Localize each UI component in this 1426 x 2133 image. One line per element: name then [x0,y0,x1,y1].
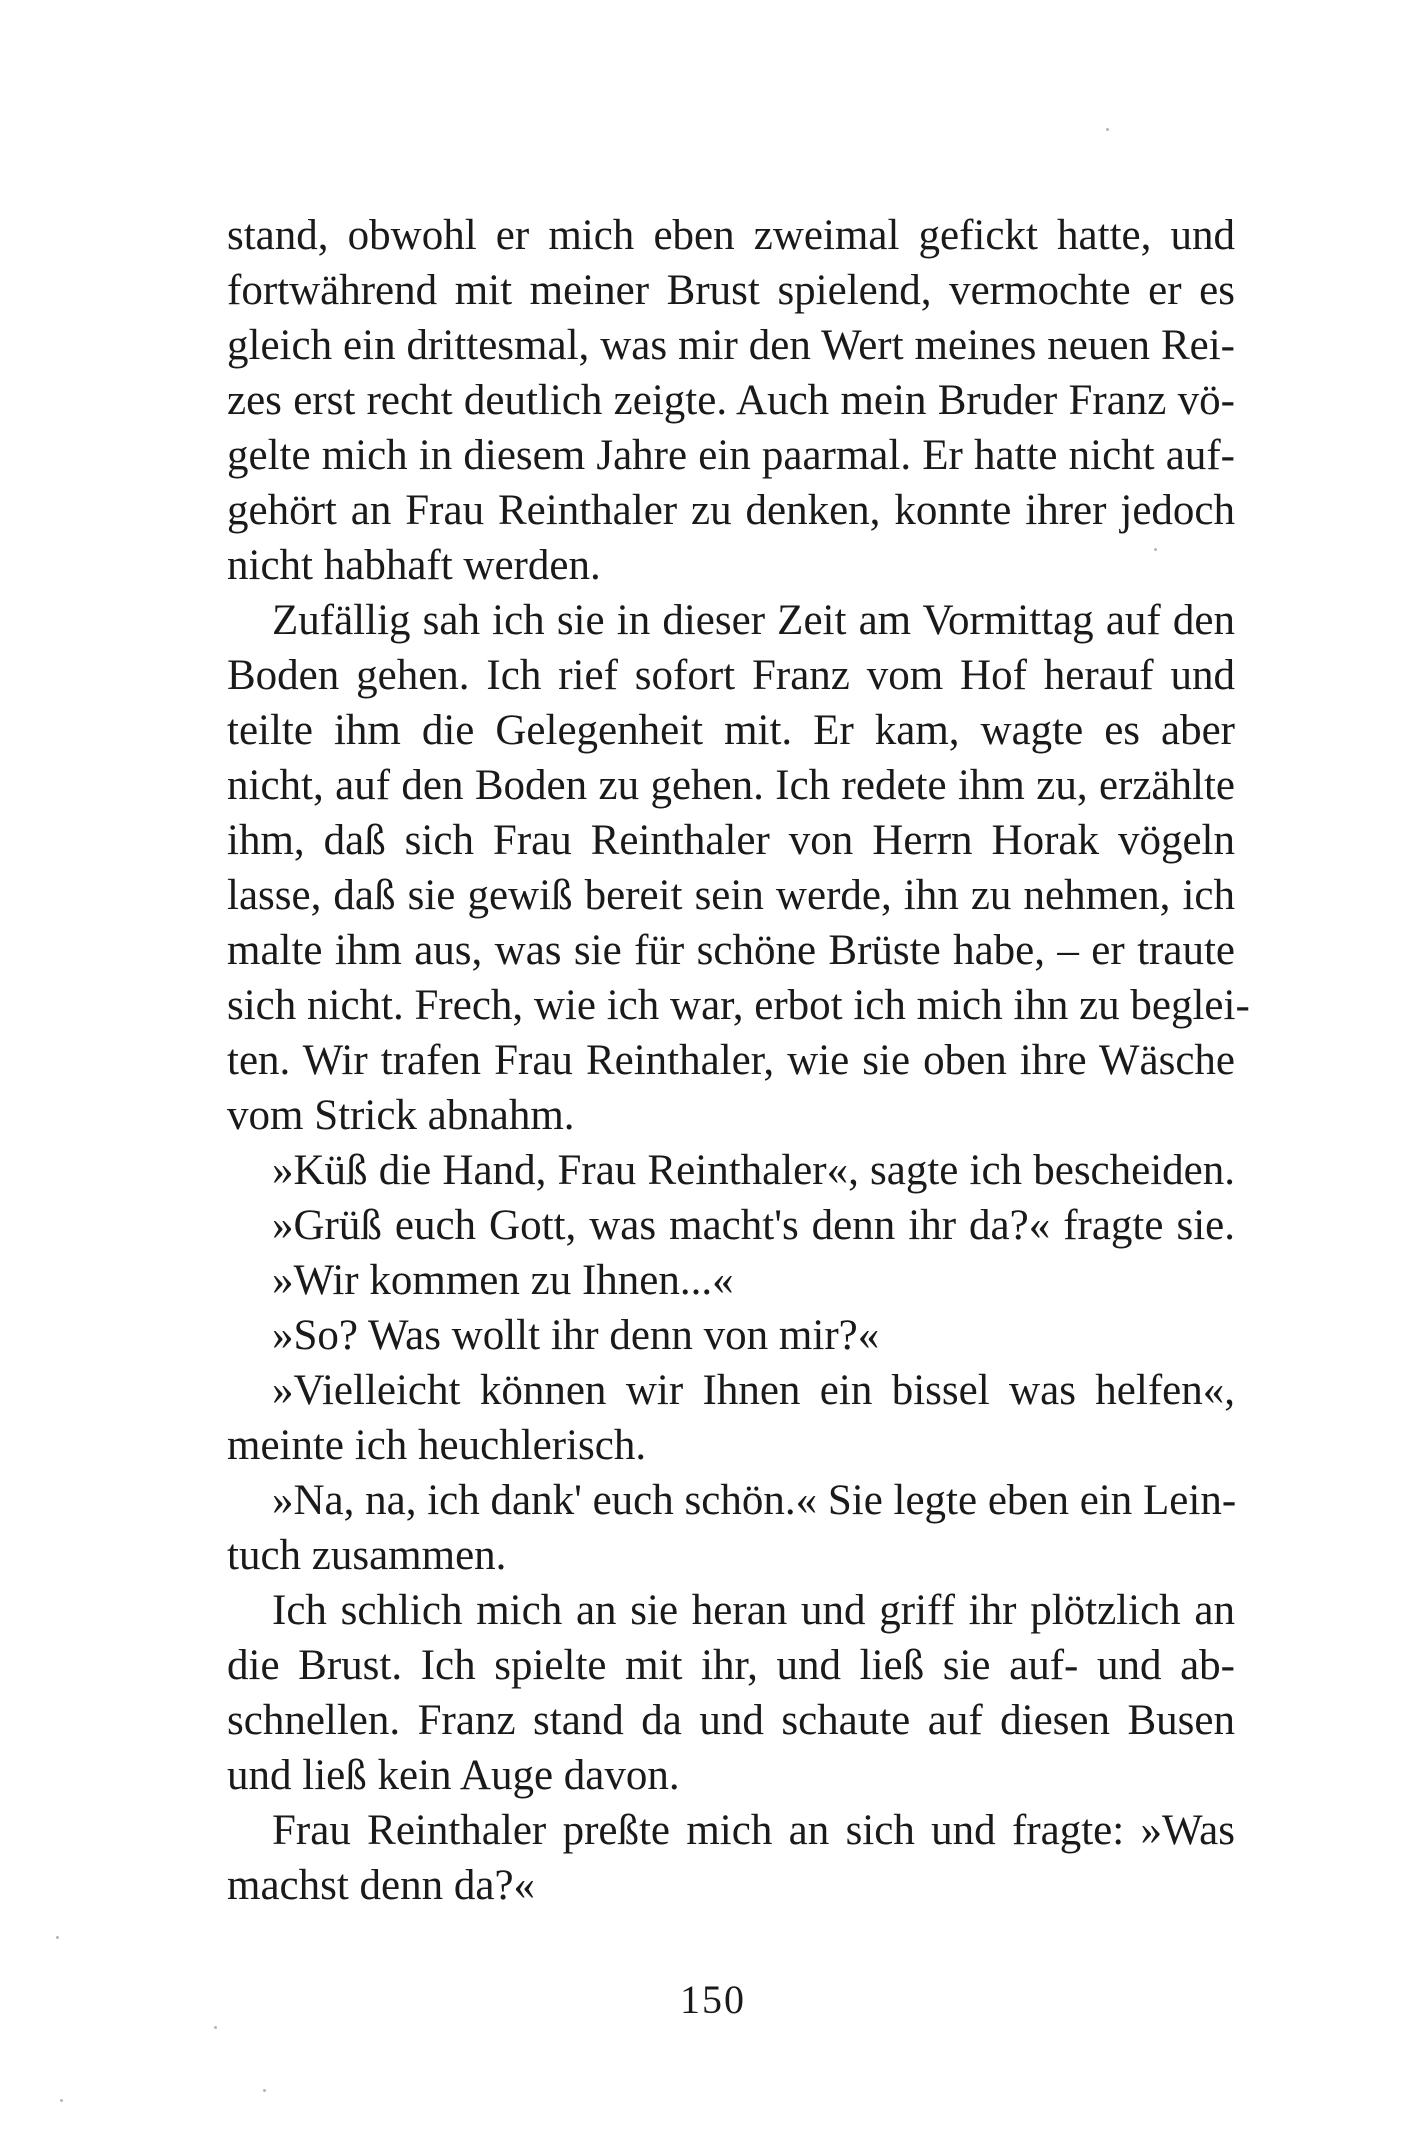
paper-speck [1154,548,1157,551]
text-line: »Küß die Hand, Frau Reinthaler«, sagte ich bescheiden. [272,1147,1235,1194]
text-line: gleich ein drittesmal, was mir den Wert meines neuen Rei- [227,322,1235,369]
paper-speck [1106,128,1109,131]
text-line: stand, obwohl er mich eben zweimal gefickt hatte, und [227,212,1235,259]
text-line: »Grüß euch Gott, was macht's denn ihr da?« fragte sie. [272,1202,1235,1249]
text-line: die Brust. Ich spielte mit ihr, und ließ sie auf- und ab- [227,1642,1235,1689]
paper-speck [60,2099,63,2102]
text-line: tuch zusammen. [227,1532,507,1579]
text-line: nicht habhaft werden. [227,542,601,589]
text-line: »So? Was wollt ihr denn von mir?« [272,1312,880,1359]
text-line: ihm, daß sich Frau Reinthaler von Herrn Horak vögeln [227,817,1235,864]
text-line: Ich schlich mich an sie heran und griff ihr plötzlich an [272,1587,1235,1634]
text-line: sich nicht. Frech, wie ich war, erbot ich mich ihn zu beglei- [227,982,1250,1029]
text-line: machst denn da?« [227,1862,536,1909]
text-line: gelte mich in diesem Jahre ein paarmal. Er hatte nicht auf- [227,432,1235,479]
text-line: und ließ kein Auge davon. [227,1752,680,1799]
text-line: Frau Reinthaler preßte mich an sich und fragte: »Was [272,1807,1235,1854]
text-line: Zufällig sah ich sie in dieser Zeit am Vormittag auf den [272,597,1235,644]
text-line: ten. Wir trafen Frau Reinthaler, wie sie oben ihre Wäsche [227,1037,1235,1084]
paper-speck [214,2026,217,2029]
text-line: nicht, auf den Boden zu gehen. Ich redete ihm zu, erzählte [227,762,1235,809]
body-text [227,208,1250,1913]
text-line: »Na, na, ich dank' euch schön.« Sie legte eben ein Lein- [272,1477,1237,1524]
text-line: »Vielleicht können wir Ihnen ein bissel was helfen«, [272,1367,1235,1414]
text-line: malte ihm aus, was sie für schöne Brüste habe, – er traute [227,927,1235,974]
paper-speck [56,1936,59,1939]
text-line: schnellen. Franz stand da und schaute auf diesen Busen [227,1697,1235,1744]
text-line: gehört an Frau Reinthaler zu denken, konnte ihrer jedoch [227,487,1235,534]
text-line: vom Strick abnahm. [227,1092,575,1139]
text-line: »Wir kommen zu Ihnen...« [272,1257,734,1304]
paper-speck [263,2089,266,2092]
page-number: 150 [680,1977,746,2022]
text-line: zes erst recht deutlich zeigte. Auch mein Bruder Franz vö- [227,377,1235,424]
text-line: meinte ich heuchlerisch. [227,1422,647,1469]
text-line: Boden gehen. Ich rief sofort Franz vom Hof herauf und [227,652,1235,699]
text-line: fortwährend mit meiner Brust spielend, vermochte er es [227,267,1235,314]
text-line: lasse, daß sie gewiß bereit sein werde, ihn zu nehmen, ich [227,872,1235,919]
text-line: teilte ihm die Gelegenheit mit. Er kam, wagte es aber [227,707,1235,754]
